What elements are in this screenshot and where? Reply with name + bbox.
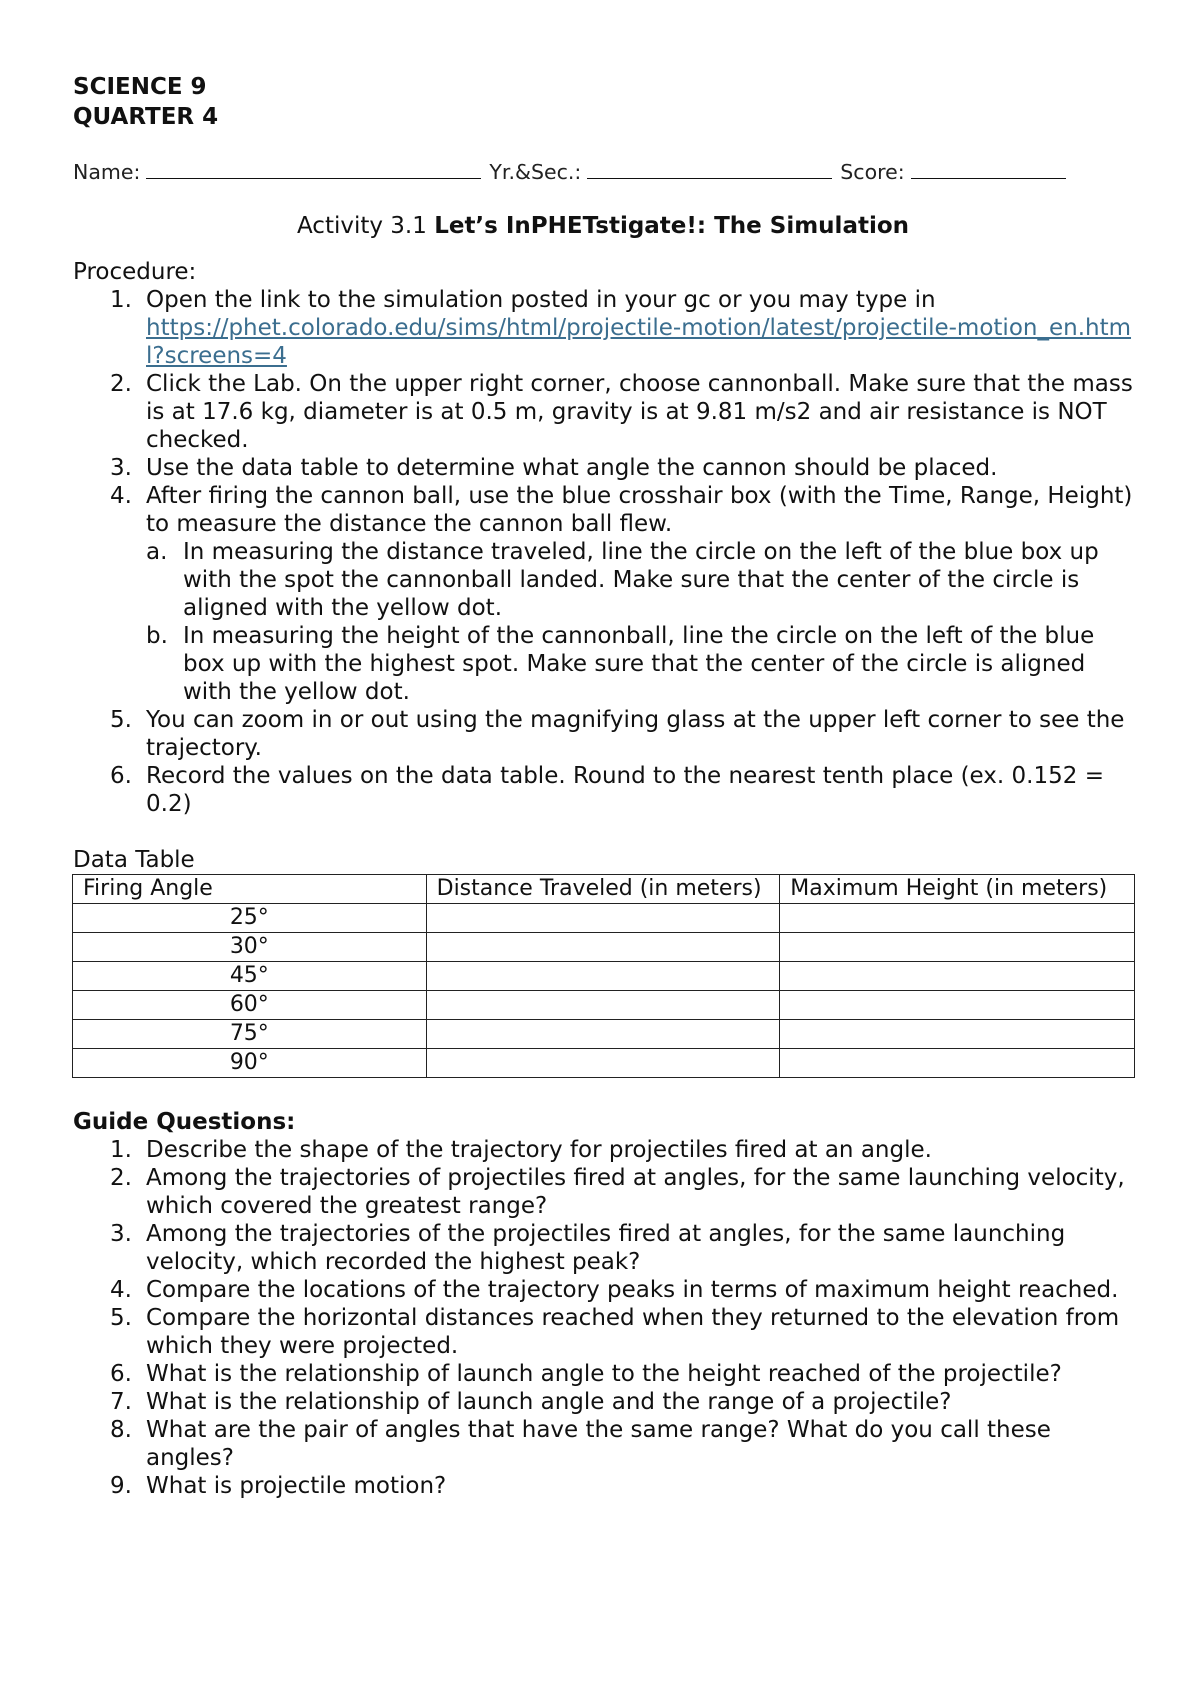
distance-cell[interactable] [426,933,780,962]
procedure-step [73,454,1133,482]
angle-cell: 30° [73,933,427,962]
procedure-step [73,762,1133,818]
activity-title [73,212,1133,240]
question-text: What is the relationship of launch angle and the range of a projectile? [146,1389,952,1415]
guide-question [73,1276,1133,1304]
table-header-row [73,875,1135,904]
guide-question [73,1416,1133,1472]
step-number: 3. [110,455,132,481]
data-table-label: Data Table [73,847,195,873]
step-number: 4. [110,483,132,509]
question-number: 7. [110,1389,132,1415]
guide-questions-list [73,1136,1133,1500]
height-cell[interactable] [780,933,1135,962]
table-row [73,991,1135,1020]
question-text: What is projectile motion? [146,1473,447,1499]
substep-letter: a. [146,539,168,565]
distance-cell[interactable] [426,904,780,933]
guide-question [73,1388,1133,1416]
guide-question [73,1472,1133,1500]
height-cell[interactable] [780,904,1135,933]
angle-cell: 25° [73,904,427,933]
guide-question [73,1304,1133,1360]
substep-text: In measuring the distance traveled, line the circle on the left of the blue box up with the spot the cannonball landed. Make sure that the center of the circle is aligned with the yellow dot. [183,539,1099,621]
distance-cell[interactable] [426,1020,780,1049]
guide-question [73,1360,1133,1388]
guide-question [73,1136,1133,1164]
question-number: 4. [110,1277,132,1303]
data-table [72,874,1135,1078]
procedure-step [73,286,1133,370]
height-cell[interactable] [780,991,1135,1020]
table-row [73,904,1135,933]
step-text: Record the values on the data table. Round to the nearest tenth place (ex. 0.152 = 0.2) [146,763,1104,817]
height-cell[interactable] [780,1020,1135,1049]
table-row [73,1020,1135,1049]
procedure-substep [146,538,1133,622]
quarter-heading: QUARTER 4 [73,104,219,130]
substep-letter: b. [146,623,168,649]
procedure-step [73,706,1133,762]
guide-questions-label: Guide Questions: [73,1109,296,1135]
step-text: Click the Lab. On the upper right corner, choose cannonball. Make sure that the mass is at 17.6 kg, diameter is at 0.5 m, gravity is at 9.81 m/s2 and air resistance is NOT checked. [146,371,1133,453]
height-cell[interactable] [780,962,1135,991]
header-max-height: Maximum Height (in meters) [780,875,1135,904]
angle-cell: 45° [73,962,427,991]
subject-heading: SCIENCE 9 [73,74,207,100]
step-text: You can zoom in or out using the magnifying glass at the upper left corner to see the trajectory. [146,707,1125,761]
guide-question [73,1164,1133,1220]
guide-question [73,1220,1133,1276]
angle-cell: 75° [73,1020,427,1049]
activity-title-bold: Let’s InPHETstigate!: The Simulation [434,213,910,239]
substep-text: In measuring the height of the cannonball, line the circle on the left of the blue box up with the highest spot. Make sure that the center of the circle is aligned with the yellow dot. [183,623,1095,705]
header-firing-angle: Firing Angle [73,875,427,904]
height-cell[interactable] [780,1049,1135,1078]
step-text: Open the link to the simulation posted in your gc or you may type in [146,287,936,313]
worksheet-page [73,72,1133,1500]
procedure-list [73,286,1133,818]
table-row [73,962,1135,991]
question-number: 2. [110,1165,132,1191]
score-label: Score: [840,160,905,184]
question-text: Compare the locations of the trajectory peaks in terms of maximum height reached. [146,1277,1119,1303]
angle-cell: 60° [73,991,427,1020]
question-text: Among the trajectories of the projectiles fired at angles, for the same launching velocity, which recorded the highest peak? [146,1221,1066,1275]
step-number: 5. [110,707,132,733]
table-row [73,933,1135,962]
question-text: Among the trajectories of projectiles fired at angles, for the same launching velocity, which covered the greatest range? [146,1165,1125,1219]
question-number: 3. [110,1221,132,1247]
name-blank[interactable] [146,158,481,179]
question-number: 8. [110,1417,132,1443]
student-info-row [73,158,1133,186]
distance-cell[interactable] [426,962,780,991]
score-blank[interactable] [911,158,1066,179]
step-number: 6. [110,763,132,789]
simulation-link[interactable]: https://phet.colorado.edu/sims/html/projectile-motion/latest/projectile-motion_en.html?screens=4 [146,315,1132,369]
name-label: Name: [73,160,141,184]
distance-cell[interactable] [426,991,780,1020]
angle-cell: 90° [73,1049,427,1078]
step-number: 1. [110,287,132,313]
table-row [73,1049,1135,1078]
question-number: 6. [110,1361,132,1387]
procedure-substep [146,622,1133,706]
procedure-step [73,370,1133,454]
step-text: Use the data table to determine what angle the cannon should be placed. [146,455,998,481]
procedure-label: Procedure: [73,259,197,285]
step-text: After firing the cannon ball, use the blue crosshair box (with the Time, Range, Height) to measure the distance the cannon ball flew. [146,483,1133,537]
question-text: Compare the horizontal distances reached when they returned to the elevation from which they were projected. [146,1305,1120,1359]
activity-title-prefix: Activity 3.1 [296,213,435,239]
question-number: 5. [110,1305,132,1331]
header-distance: Distance Traveled (in meters) [426,875,780,904]
question-number: 1. [110,1137,132,1163]
step-number: 2. [110,371,132,397]
section-blank[interactable] [587,158,832,179]
section-label: Yr.&Sec.: [489,160,582,184]
question-number: 9. [110,1473,132,1499]
question-text: Describe the shape of the trajectory for projectiles fired at an angle. [146,1137,932,1163]
procedure-step [73,482,1133,706]
question-text: What are the pair of angles that have the same range? What do you call these angles? [146,1417,1051,1471]
distance-cell[interactable] [426,1049,780,1078]
procedure-substeps [146,538,1133,706]
question-text: What is the relationship of launch angle to the height reached of the projectile? [146,1361,1062,1387]
